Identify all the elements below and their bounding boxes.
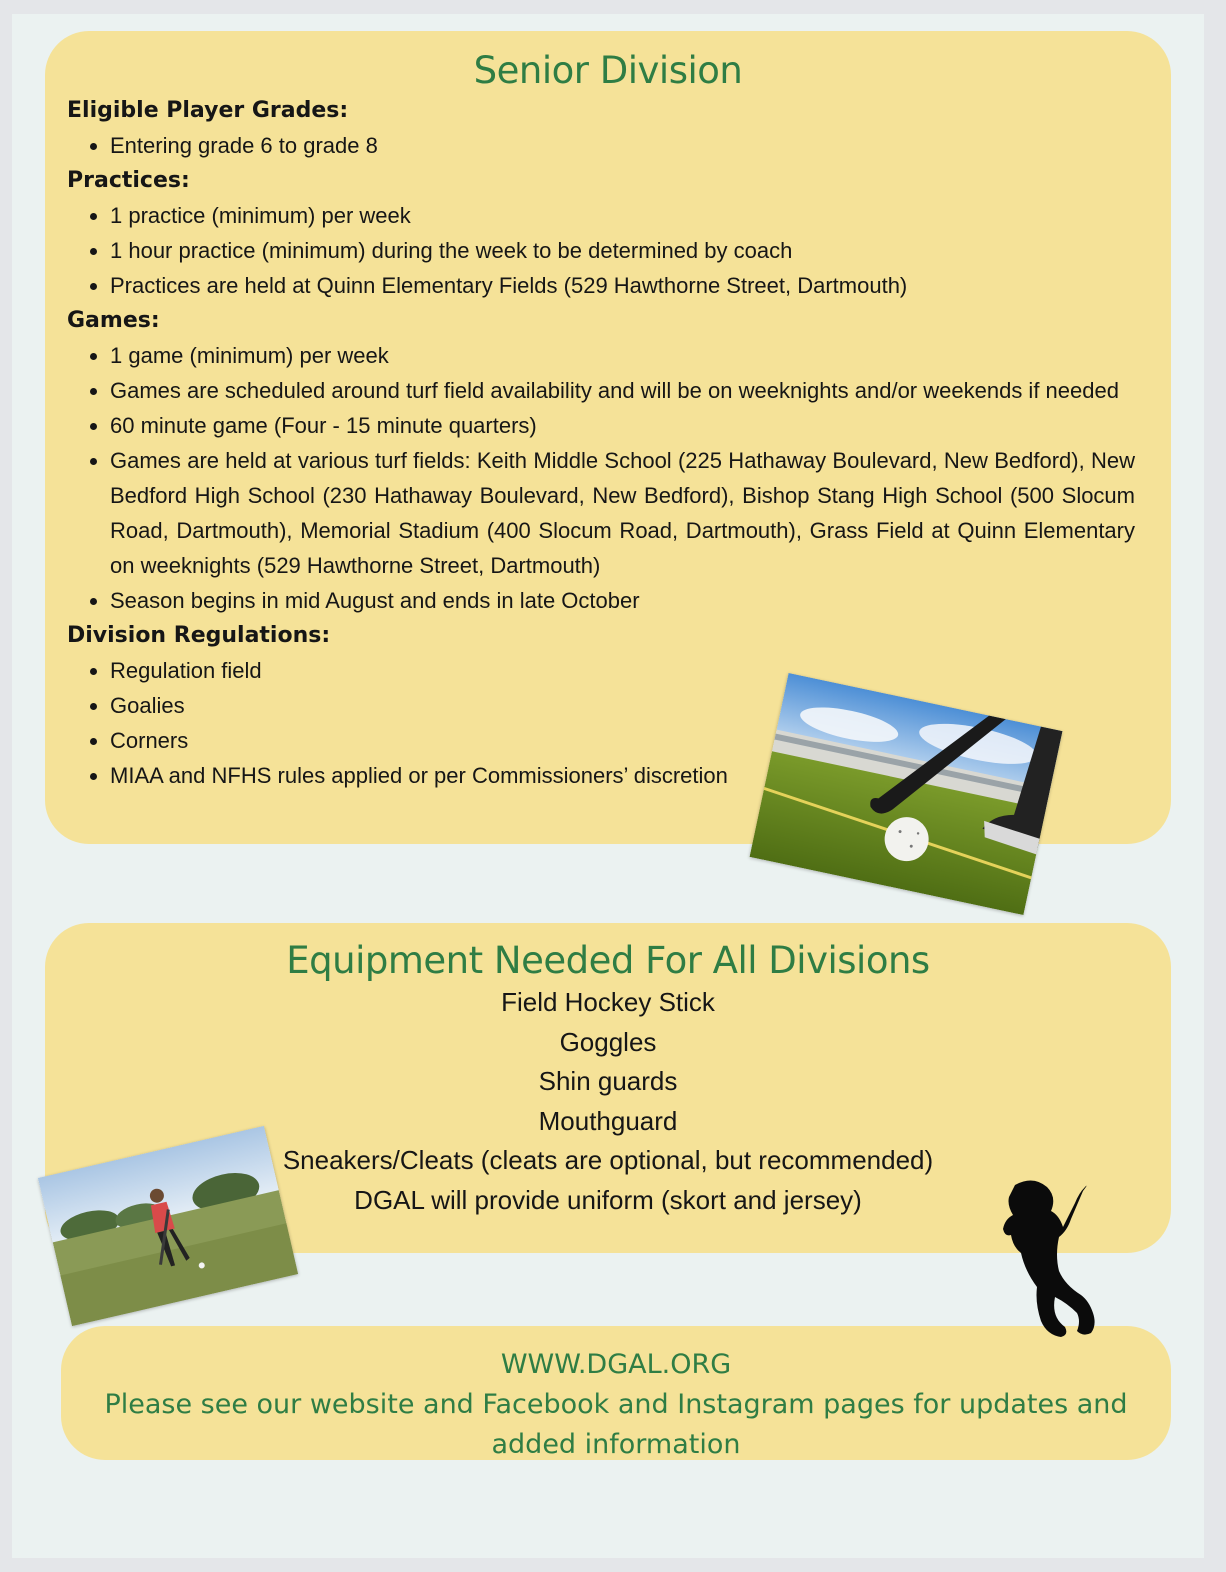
section-list — [67, 338, 1135, 618]
section-label: Division Regulations: — [67, 623, 331, 648]
list-item: • Goalies — [110, 688, 1135, 723]
senior-division-title: Senior Division — [473, 49, 743, 92]
equipment-item: DGAL will provide uniform (skort and jersey) — [354, 1184, 862, 1215]
equipment-item: Sneakers/Cleats (cleats are optional, but recommended) — [282, 1145, 934, 1175]
list-item: • Games are held at various turf fields: Keith Middle School (225 Hathaway Boulevard, New Bedford), New Bedford High School (230 Hathaway Boulevard, New Bedford), Bishop Stang High School (500 Slocum Road, Dartmouth), Memorial Stadium (400 Slocum Road, Dartmouth), Grass Field at Quinn Elementary on weeknights (529 Hawthorne Street, Dartmouth) — [110, 443, 1135, 583]
section-list — [67, 128, 1135, 163]
list-item: • 1 game (minimum) per week — [110, 338, 1135, 373]
list-item: • Season begins in mid August and ends in late October — [110, 583, 1135, 618]
equipment-item: Shin guards — [538, 1066, 678, 1096]
list-item: • 1 practice (minimum) per week — [110, 198, 1135, 233]
equipment-title: Equipment Needed For All Divisions — [286, 939, 930, 982]
equipment-item: Goggles — [559, 1026, 657, 1057]
section-list — [67, 198, 1135, 303]
list-item: • 1 hour practice (minimum) during the week to be determined by coach — [110, 233, 1135, 268]
list-item: • Regulation field — [110, 653, 1135, 688]
section-label: Practices: — [67, 168, 190, 193]
list-item: • Corners — [110, 723, 1135, 758]
senior-division-content — [45, 93, 1171, 793]
list-item: • Entering grade 6 to grade 8 — [110, 128, 1135, 163]
section-label: Eligible Player Grades: — [67, 98, 349, 123]
section-label: Games: — [67, 308, 160, 333]
list-item: • MIAA and NFHS rules applied or per Commissioners’ discretion — [110, 758, 1135, 793]
equipment-item: Field Hockey Stick — [501, 987, 715, 1017]
footer-panel — [61, 1326, 1171, 1460]
equipment-item: Mouthguard — [538, 1105, 678, 1136]
website-link[interactable]: WWW.DGAL.ORG — [500, 1349, 732, 1380]
footer-note: Please see our website and Facebook and Instagram pages for updates and added information — [104, 1389, 1128, 1460]
list-item: • 60 minute game (Four - 15 minute quarters) — [110, 408, 1135, 443]
list-item: • Games are scheduled around turf field availability and will be on weeknights and/or weekends if needed — [110, 373, 1135, 408]
field-hockey-player-silhouette-icon — [985, 1175, 1105, 1345]
list-item: • Practices are held at Quinn Elementary Fields (529 Hawthorne Street, Dartmouth) — [110, 268, 1135, 303]
